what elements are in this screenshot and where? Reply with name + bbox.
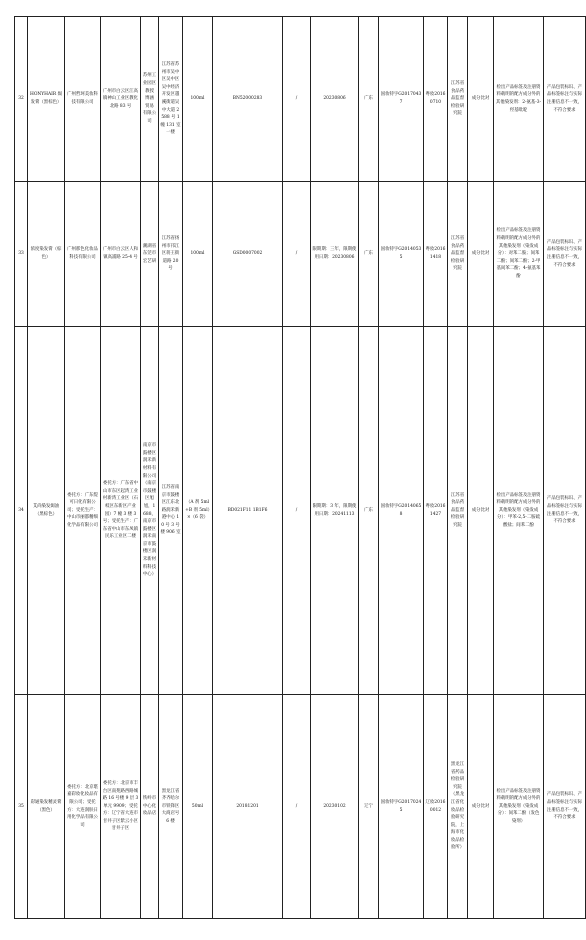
product-name: 艾尚染发焗油（黑棕色） [28, 327, 65, 695]
row-number: 33 [15, 182, 28, 327]
license-number: 国妆特字G20140535 [379, 182, 424, 327]
row-number: 32 [15, 17, 28, 182]
table-row [15, 17, 586, 182]
spec: 50ml [183, 695, 213, 919]
conclusion: 产品包装标识、产品标签标注与实际注册信息不一致，不符合要求 [544, 182, 586, 327]
test-category: 成分比对 [468, 182, 494, 327]
row-number: 34 [15, 327, 28, 695]
test-category: 成分比对 [468, 17, 494, 182]
license-number-2: 粤妆20161418 [424, 182, 448, 327]
province: 广东 [359, 327, 379, 695]
batch-number: GSD0007002 [213, 182, 283, 327]
producer-address: 江苏省苏州市吴中区吴中区吴中经济开发区越溪街道吴中大道 2588 号 1 幢 131 室一楼 [159, 17, 183, 182]
entrusted-party: 南京市鼓楼区润禾新材料有限公司（南京市鼓楼区旭旭，1688，南京市鼓楼区润禾南京市鼓楼区润禾新材料科技中心） [141, 327, 159, 695]
batch-number: 20181201 [213, 695, 283, 919]
date-mark: / [283, 695, 311, 919]
producer-name: 潮湖省东莞市宏艺研 [141, 182, 159, 327]
production-date: 限期期：3 年，限期使用日期：20241113 [311, 327, 359, 695]
company-address: 广州市白云区江高镇神山工业区教化北路 83 号 [101, 17, 141, 182]
spec: （A 剂 5ml+B 剂 5ml）×（6 袋） [183, 327, 213, 695]
product-name: 彩通染发精灵膏（黑色） [28, 695, 65, 919]
recall-table [14, 16, 586, 919]
table-row [15, 182, 586, 327]
table-row [15, 327, 586, 695]
province: 广东 [359, 182, 379, 327]
conclusion: 产品包装标识、产品标签标注与实际注册信息不一致，不符合要求 [544, 695, 586, 919]
test-reason: 检出产品标签及注册资料载明的配方成分外的其他染发剂（染发成分）：甲苯-2,5-二胺硫酸盐；间苯二酚 [494, 327, 544, 695]
testing-agency: 江苏省食品药品监督检验研究院 [448, 182, 468, 327]
date-mark: / [283, 182, 311, 327]
batch-number: BD021F11 1B1F6 [213, 327, 283, 695]
date-mark: / [283, 17, 311, 182]
producer-address: 黑龙江省齐齐哈尔市铁锋区大商店号 6 楼 [159, 695, 183, 919]
province: 广东 [359, 17, 379, 182]
license-number: 国妆特字G20140658 [379, 327, 424, 695]
test-reason: 检出产品标签及注册资料载明的配方成分外的其他染发剂（染发成分）：间苯二酚（发色染剂） [494, 695, 544, 919]
license-number-2: 粤妆20161427 [424, 327, 448, 695]
company-name: 广州那色化妆品科技有限公司 [65, 182, 101, 327]
producer-address: 江苏省扬州市邗江区蒋王街道路 20 号 [159, 182, 183, 327]
product-name: 浓度染发膏（棕色） [28, 182, 65, 327]
testing-agency: 江苏省食品药品监督检验研究院 [448, 17, 468, 182]
testing-agency: 黑龙江省药品检验研究院（黑龙江省化妆品检验研究院，上海市化妆品检验所） [448, 695, 468, 919]
company-name: 委托方：北京堪嘉彩妆化妆品有限公司；受托方：大连润肤日用化学品有限公司 [65, 695, 101, 919]
test-category: 成分比对 [468, 695, 494, 919]
province: 辽宁 [359, 695, 379, 919]
test-reason: 检出产品标签及注册资料载明的配方成分外的其他染发剂：2-氨基-3-羟基吡啶 [494, 17, 544, 182]
producer-address: 江苏省南京市鼓楼区江东北路润禾新港中心 10 号 3 号楼 906 室 [159, 327, 183, 695]
date-mark: / [283, 327, 311, 695]
test-reason: 检出产品标签及注册资料载明的配方成分外的其他染发剂（染发成分）：对苯二胺；间苯二酚；间苯二酚；2-甲基间苯二酚；4-氨基苯酚 [494, 182, 544, 327]
table-row [15, 695, 586, 919]
conclusion: 产品包装标识、产品标签标注与实际注册信息不一致，不符合要求 [544, 17, 586, 182]
license-number: 国妆特字G20170245 [379, 695, 424, 919]
producer-name: 铁岭市中心化妆品店 [141, 695, 159, 919]
license-number: 国妆特字G20170437 [379, 17, 424, 182]
row-number: 35 [15, 695, 28, 919]
spec: 100ml [183, 182, 213, 327]
production-date: 20230102 [311, 695, 359, 919]
production-date: 20230806 [311, 17, 359, 182]
company-name: 委托方：广东缇可日化有限公司；受托生产：中山市丽都精细化学品有限公司 [65, 327, 101, 695]
conclusion: 产品包装标识、产品标签标注与实际注册信息不一致，不符合要求 [544, 327, 586, 695]
company-name: 广州哲珂美妆科技有限公司 [65, 17, 101, 182]
test-category: 成分比对 [468, 327, 494, 695]
producer-name: 苏州工业园区 教授 博涵 贸易 有限公司 [141, 17, 159, 182]
spec: 100ml [183, 17, 213, 182]
testing-agency: 江苏省食品药品监督检验研究院 [448, 327, 468, 695]
company-address: 委托方：广东省中山市东区起湾工业村新湾工业区（石岐区东新区产业园）7 幢 3 楼 3 号；受托生产：广东省中山市东凤镇民乐工业区二楼 [101, 327, 141, 695]
company-address: 委托方：北京市丰台区南苑路西路城路 16 号楼 9 层 3 单元 9909；受托方：辽宁省大连市甘井子区紫云小区甘井子区 [101, 695, 141, 919]
license-number-2: 辽妆20160012 [424, 695, 448, 919]
batch-number: BN52000283 [213, 17, 283, 182]
product-name: HONYHAIR 焗发膏（黑棕色） [28, 17, 65, 182]
license-number-2: 粤妆20160710 [424, 17, 448, 182]
production-date: 限期期：三年，限期使用日期：20230806 [311, 182, 359, 327]
company-address: 广州市白云区人和镇高浦路 25-4 号 [101, 182, 141, 327]
